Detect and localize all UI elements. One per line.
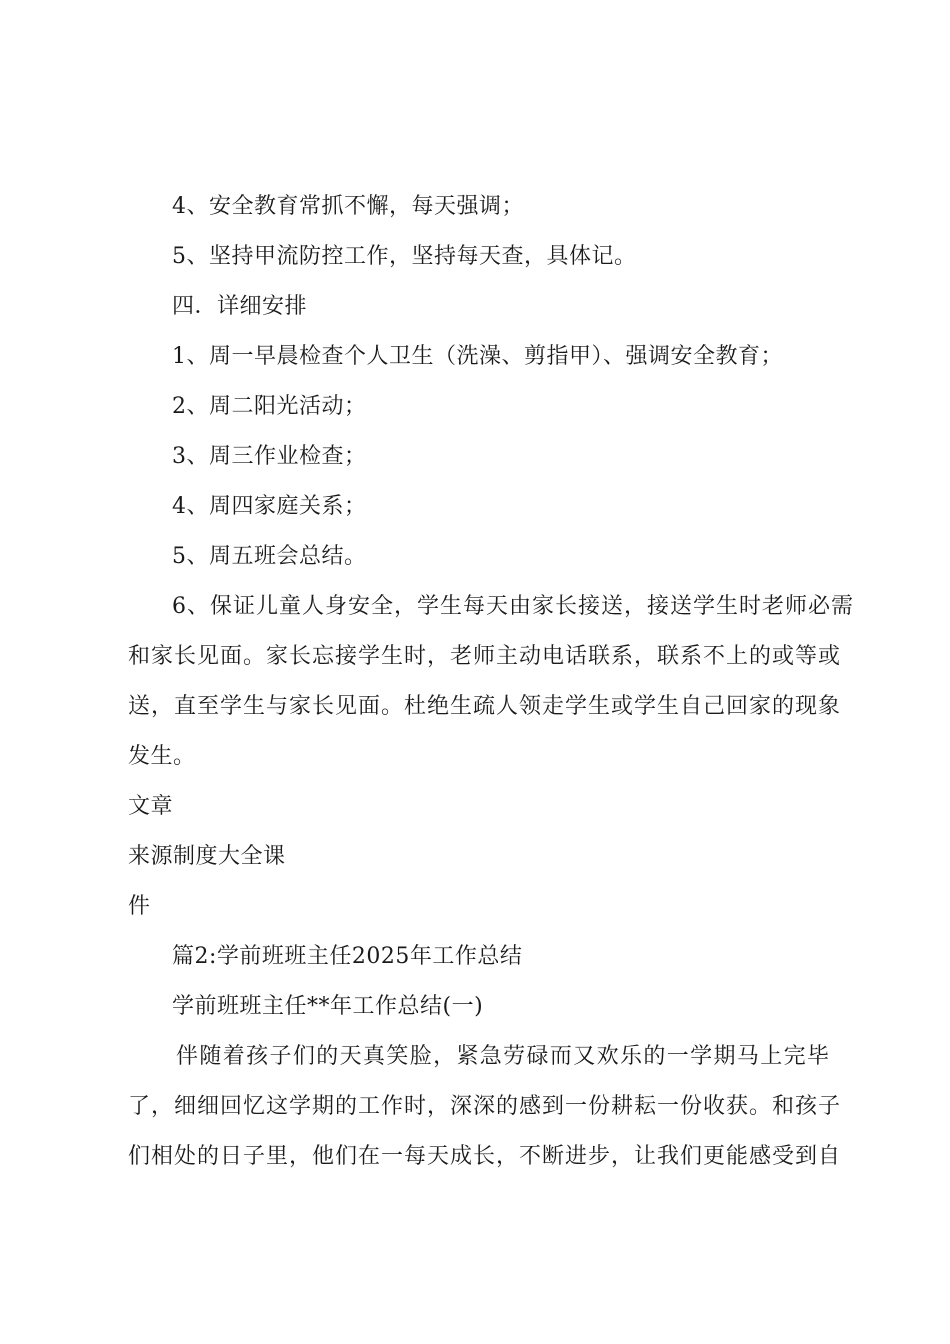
- list-item: 2、周二阳光活动；: [172, 394, 367, 419]
- source-note: 来源制度大全课: [128, 844, 286, 869]
- section-heading: 四．详细安排: [172, 294, 308, 319]
- list-item: 4、周四家庭关系；: [172, 494, 367, 519]
- list-item: 3、周三作业检查；: [172, 444, 367, 469]
- paragraph-line: 发生。: [128, 744, 196, 769]
- subtitle: 学前班班主任**年工作总结(一): [172, 994, 484, 1019]
- paragraph-line: 送，直至学生与家长见面。杜绝生疏人领走学生或学生自己回家的现象: [128, 694, 842, 719]
- section-title: 篇2:学前班班主任2025年工作总结: [172, 944, 523, 969]
- paragraph-line: 了，细细回忆这学期的工作时，深深的感到一份耕耘一份收获。和孩子: [128, 1094, 842, 1119]
- paragraph-line: 6、保证儿童人身安全，学生每天由家长接送，接送学生时老师必需: [172, 594, 854, 619]
- source-note: 件: [128, 894, 151, 919]
- paragraph-line: 伴随着孩子们的天真笑脸，紧急劳碌而又欢乐的一学期马上完毕: [176, 1044, 830, 1069]
- source-note: 文章: [128, 794, 174, 819]
- paragraph-line: 们相处的日子里，他们在一每天成长，不断进步，让我们更能感受到自: [128, 1144, 842, 1169]
- list-item: 4、安全教育常抓不懈，每天强调；: [172, 194, 524, 219]
- list-item: 1、周一早晨检查个人卫生（洗澡、剪指甲）、强调安全教育；: [172, 344, 783, 369]
- list-item: 5、周五班会总结。: [172, 544, 367, 569]
- list-item: 5、坚持甲流防控工作，坚持每天查，具体记。: [172, 244, 637, 269]
- paragraph-line: 和家长见面。家长忘接学生时，老师主动电话联系，联系不上的或等或: [128, 644, 842, 669]
